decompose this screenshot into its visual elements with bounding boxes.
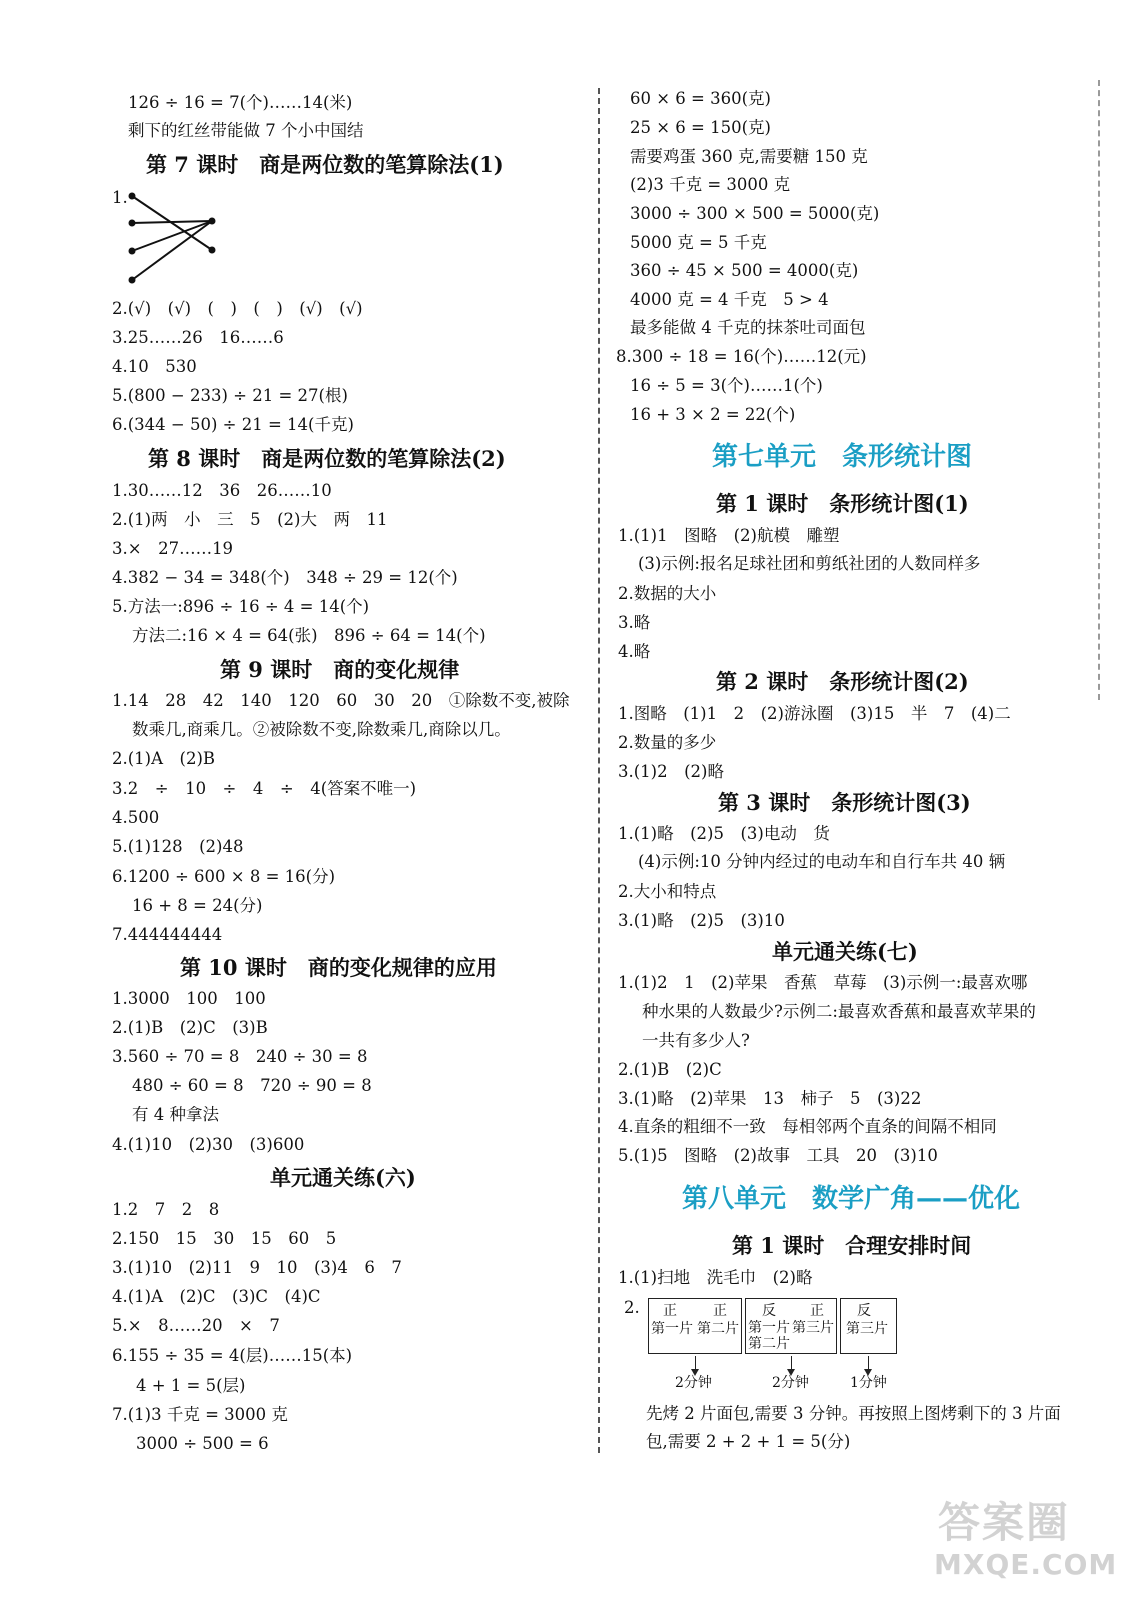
side-label: 反 [762,1303,776,1319]
answer-line: 4000 克 = 4 千克 5 > 4 [630,290,829,309]
answer-line: 1.图略 (1)1 2 (2)游泳圈 (3)15 半 7 (4)二 [618,704,1011,723]
right-column [600,0,1131,1600]
review-6-heading: 单元通关练(六) [270,1165,416,1190]
answer-line: 2.150 15 30 15 60 5 [112,1229,337,1248]
u8-lesson-1-heading: 第 1 课时 合理安排时间 [732,1233,972,1258]
answer-line: 60 × 6 = 360(克) [630,89,771,108]
toast-step-box [745,1298,837,1354]
answer-line: 2.数量的多少 [618,733,717,752]
answer-line: 1.(1)略 (2)5 (3)电动 货 [618,824,830,843]
answer-line: 一共有多少人? [642,1031,750,1050]
answer-line: 先烤 2 片面包,需要 3 分钟。再按照上图烤剩下的 3 片面 [646,1404,1061,1423]
answer-line: 7.(1)3 千克 = 3000 克 [112,1405,288,1424]
answer-line: 4.直条的粗细不一致 每相邻两个直条的间隔不相同 [618,1117,997,1136]
match-line [132,221,212,251]
answer-line: 16 + 3 × 2 = 22(个) [630,405,796,424]
answer-line: 3.25……26 16……6 [112,328,284,347]
answer-line: 5.(1)5 图略 (2)故事 工具 20 (3)10 [618,1146,938,1165]
answer-line: 4.(1)A (2)C (3)C (4)C [112,1287,321,1306]
lesson-8-heading: 第 8 课时 商是两位数的笔算除法(2) [148,446,506,471]
answer-line: 16 ÷ 5 = 3(个)……1(个) [630,376,823,395]
time-label: 2分钟 [675,1375,712,1391]
answer-line: 4.(1)10 (2)30 (3)600 [112,1135,305,1154]
answer-line: 3.2 ÷ 10 ÷ 4 ÷ 4(答案不唯一) [112,779,417,798]
answer-line: 1.30……12 36 26……10 [112,481,332,500]
answer-line: 1.(1)扫地 洗毛巾 (2)略 [618,1268,813,1287]
answer-line: 5.(800 − 233) ÷ 21 = 27(根) [112,386,348,405]
answer-line: 3.略 [618,613,651,632]
answer-line: 7.444444444 [112,925,223,944]
answer-line: 8.300 ÷ 18 = 16(个)……12(元) [616,347,867,366]
review-7-heading: 单元通关练(七) [772,939,918,964]
answer-line: (3)示例:报名足球社团和剪纸社团的人数同样多 [638,554,981,573]
matching-lines-diagram [122,188,222,288]
answer-line: 方法二:16 × 4 = 64(张) 896 ÷ 64 = 14(个) [132,626,486,645]
unit-7-title: 第七单元 条形统计图 [712,442,973,472]
slice-label: 第三片 [792,1320,834,1336]
q1-label: 1. [112,188,128,207]
answer-line: 126 ÷ 16 = 7(个)……14(米) [128,93,353,112]
answer-line: 1.14 28 42 140 120 60 30 20 ①除数不变,被除 [112,691,570,710]
answer-line: 1.3000 100 100 [112,989,266,1008]
answer-line: 4.382 − 34 = 348(个) 348 ÷ 29 = 12(个) [112,568,458,587]
answer-line: 4 + 1 = 5(层) [136,1376,246,1395]
answer-line: 25 × 6 = 150(克) [630,118,771,137]
answer-line: 3000 ÷ 300 × 500 = 5000(克) [630,204,880,223]
u7-lesson-2-heading: 第 2 课时 条形统计图(2) [716,669,969,694]
unit-8-title: 第八单元 数学广角——优化 [682,1184,1021,1214]
answer-line: 3.(1)略 (2)苹果 13 柿子 5 (3)22 [618,1089,922,1108]
q2-label: 2. [624,1298,640,1317]
answer-line: 4.500 [112,808,160,827]
match-line [132,221,212,280]
answer-line: 4.10 530 [112,357,197,376]
answer-line: 2.数据的大小 [618,584,717,603]
answer-line: 数乘几,商乘几。②被除数不变,除数乘几,商除以几。 [132,720,511,739]
toast-step-box [648,1298,742,1354]
answer-line: 1.(1)1 图略 (2)航模 雕塑 [618,526,840,545]
answer-line: 5.× 8……20 × 7 [112,1316,280,1335]
answer-line: 2.(1)A (2)B [112,749,216,768]
answer-line: 2.(1)两 小 三 5 (2)大 两 11 [112,510,388,529]
answer-line: 2.(√) (√) ( ) ( ) (√) (√) [112,299,363,318]
answer-line: 4.略 [618,642,651,661]
answer-line: 3.560 ÷ 70 = 8 240 ÷ 30 = 8 [112,1047,368,1066]
answer-line: 3.(1)略 (2)5 (3)10 [618,911,785,930]
answer-line: 3.(1)2 (2)略 [618,762,724,781]
answer-line: (4)示例:10 分钟内经过的电动车和自行车共 40 辆 [638,852,1006,871]
time-label: 1分钟 [850,1375,887,1391]
answer-line: 5.(1)128 (2)48 [112,837,244,856]
answer-line: 包,需要 2 + 2 + 1 = 5(分) [646,1432,851,1451]
answer-line: 480 ÷ 60 = 8 720 ÷ 90 = 8 [132,1076,372,1095]
u7-lesson-3-heading: 第 3 课时 条形统计图(3) [718,790,971,815]
answer-line: 5.方法一:896 ÷ 16 ÷ 4 = 14(个) [112,597,370,616]
slice-label: 第一片 [651,1321,693,1337]
watermark-logo [930,1490,1120,1590]
answer-line: 6.155 ÷ 35 = 4(层)……15(本) [112,1346,353,1365]
answer-line: (2)3 千克 = 3000 克 [630,175,791,194]
time-label: 2分钟 [772,1375,809,1391]
answer-line: 最多能做 4 千克的抹茶吐司面包 [630,318,866,337]
answer-line: 剩下的红丝带能做 7 个小中国结 [128,121,364,140]
side-label: 正 [663,1303,677,1319]
lesson-10-heading: 第 10 课时 商的变化规律的应用 [180,955,497,980]
slice-label: 第三片 [846,1321,888,1337]
slice-label: 第一片 [748,1320,790,1336]
watermark-text: 答案圈 [938,1498,1071,1547]
answer-line: 6.(344 − 50) ÷ 21 = 14(千克) [112,415,354,434]
watermark-url: MXQE.COM [934,1548,1118,1581]
lesson-9-heading: 第 9 课时 商的变化规律 [220,657,460,682]
answer-line: 1.(1)2 1 (2)苹果 香蕉 草莓 (3)示例一:最喜欢哪 [618,973,1028,992]
slice-label: 第二片 [748,1336,790,1352]
answer-line: 6.1200 ÷ 600 × 8 = 16(分) [112,867,336,886]
toast-step-box [840,1298,897,1354]
side-label: 反 [857,1303,871,1319]
lesson-7-heading: 第 7 课时 商是两位数的笔算除法(1) [146,152,504,177]
answer-line: 需要鸡蛋 360 克,需要糖 150 克 [630,147,868,166]
answer-line: 3.(1)10 (2)11 9 10 (3)4 6 7 [112,1258,402,1277]
answer-line: 2.大小和特点 [618,882,717,901]
slice-label: 第二片 [697,1321,739,1337]
answer-line: 3000 ÷ 500 = 6 [136,1434,269,1453]
side-label: 正 [713,1303,727,1319]
answer-line: 16 + 8 = 24(分) [132,896,263,915]
answer-line: 1.2 7 2 8 [112,1200,220,1219]
u7-lesson-1-heading: 第 1 课时 条形统计图(1) [716,491,969,516]
side-label: 正 [810,1303,824,1319]
answer-line: 5000 克 = 5 千克 [630,233,767,252]
answer-line: 2.(1)B (2)C [618,1060,722,1079]
answer-line: 360 ÷ 45 × 500 = 4000(克) [630,261,859,280]
match-line [132,221,212,223]
answer-line: 有 4 种拿法 [132,1105,219,1124]
answer-line: 3.× 27……19 [112,539,234,558]
answer-line: 2.(1)B (2)C (3)B [112,1018,268,1037]
answer-line: 种水果的人数最少?示例二:最喜欢香蕉和最喜欢苹果的 [642,1002,1036,1021]
